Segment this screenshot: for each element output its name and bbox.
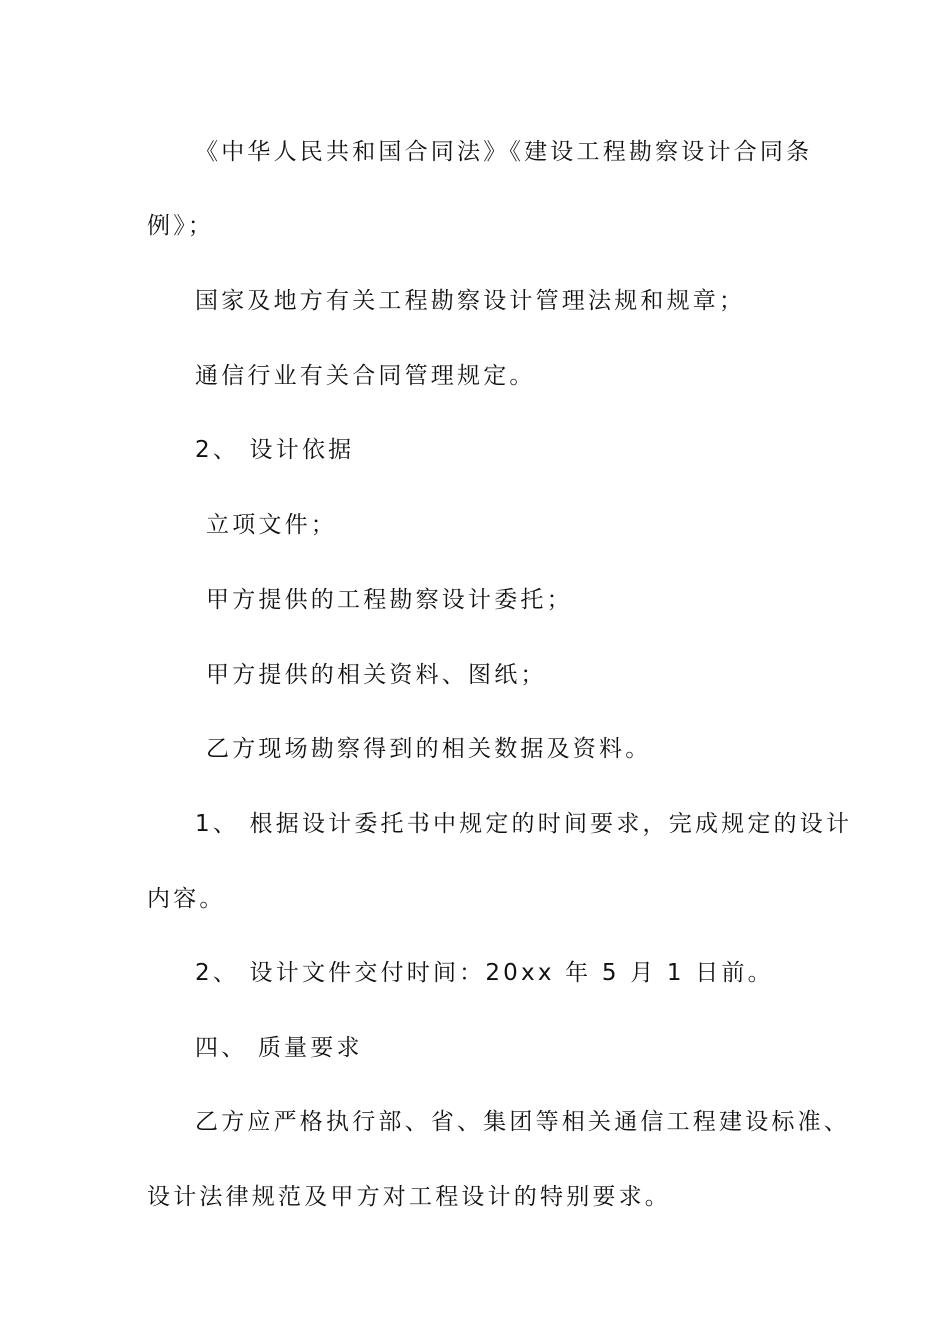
paragraph-quality-line-1: 乙方应严格执行部、省、集团等相关通信工程建设标准、 [195, 1109, 850, 1135]
paragraph-laws-line-1: 《中华人民共和国合同法》《建设工程勘察设计合同条 [195, 139, 813, 165]
list-item-survey-data: 乙方现场勘察得到的相关数据及资料。 [206, 736, 652, 762]
paragraph-quality-line-2: 设计法律规范及甲方对工程设计的特别要求。 [147, 1184, 671, 1210]
list-item-project-file: 立项文件； [206, 512, 337, 538]
paragraph-delivery-date: 2、 设计文件交付时间：20xx 年 5 月 1 日前。 [195, 960, 774, 986]
paragraph-schedule-line-2: 内容。 [147, 886, 226, 912]
paragraph-schedule-line-1: 1、 根据设计委托书中规定的时间要求，完成规定的设计 [195, 811, 853, 837]
paragraph-laws-line-2: 例》； [147, 213, 215, 239]
section-heading-quality: 四、 质量要求 [195, 1035, 363, 1061]
list-item-design-commission: 甲方提供的工程勘察设计委托； [206, 587, 573, 613]
paragraph-regulations: 国家及地方有关工程勘察设计管理法规和规章； [195, 288, 746, 314]
paragraph-telecom-rules: 通信行业有关合同管理规定。 [195, 363, 536, 389]
list-item-materials-drawings: 甲方提供的相关资料、图纸； [206, 662, 547, 688]
section-heading-design-basis: 2、 设计依据 [195, 437, 355, 463]
